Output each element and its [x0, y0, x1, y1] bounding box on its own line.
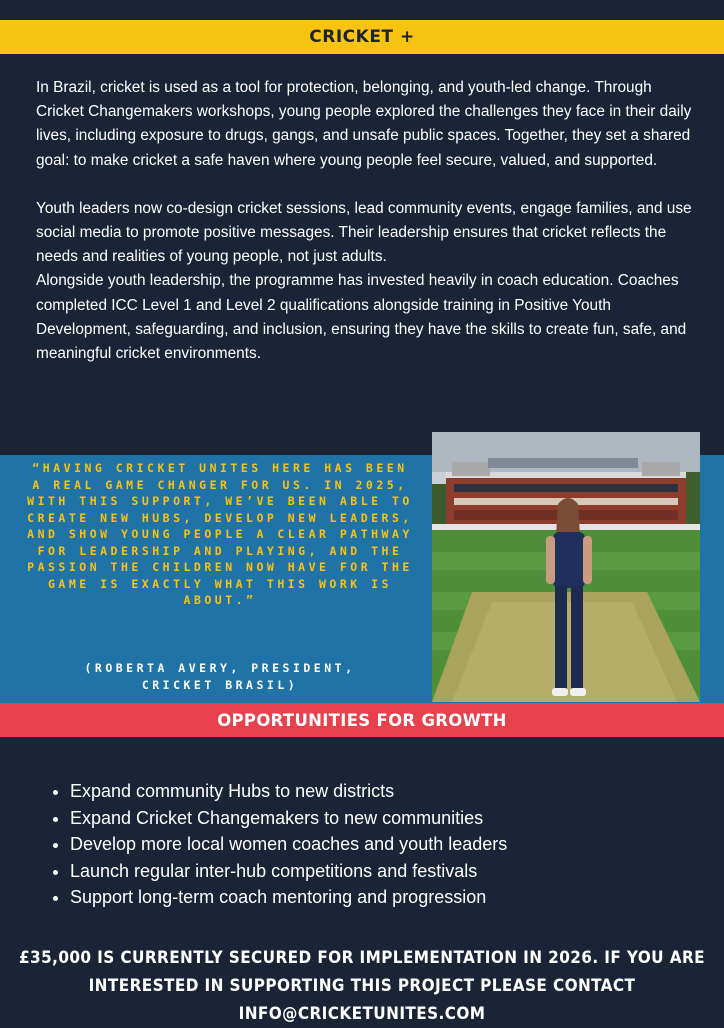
growth-title: OPPORTUNITIES FOR GROWTH [217, 710, 507, 730]
intro-text [36, 76, 698, 390]
quote-attribution [22, 660, 418, 693]
attribution-line: CRICKET BRASIL) [141, 677, 299, 692]
growth-header-band [0, 703, 724, 737]
testimonial-quote: “HAVING CRICKET UNITES HERE HAS BEEN A REAL GAME CHANGER FOR US. IN 2025, WITH THIS SUPPORT, WE’VE BEEN ABLE TO CREATE NEW HUBS, DEVELOP NEW LEADERS, AND SHOW YOUNG PEOPLE A CLEAR PATHWAY FOR LEADERSHIP AND PLAYING, AND THE PASSION THE CHILDREN NOW HAVE FOR THE GAME IS EXACTLY WHAT THIS WORK IS ABOUT.” [27, 461, 413, 607]
footer-line: INTERESTED IN SUPPORTING THIS PROJECT PLEASE CONTACT INFO@CRICKETUNITES.COM [88, 976, 636, 1024]
funding-footer [0, 944, 724, 1028]
list-item: • Expand community Hubs to new districts [70, 778, 710, 805]
list-item: • Support long-term coach mentoring and progression [70, 884, 710, 911]
list-item: • Launch regular inter-hub competitions and festivals [70, 858, 710, 885]
section-title: CRICKET + [309, 27, 415, 47]
intro-paragraph: Alongside youth leadership, the programme has invested heavily in coach education. Coaches completed ICC Level 1 and Level 2 qualifications alongside training in Positive Youth Development, safeguarding, and inclusion, ensuring they have the skills to create fun, safe, and meaningful cricket environments. [36, 272, 687, 363]
footer-line: £35,000 IS CURRENTLY SECURED FOR IMPLEMENTATION IN 2026. IF YOU ARE [19, 948, 705, 968]
intro-paragraph: Youth leaders now co-design cricket sessions, lead community events, engage families, and use social media to promote positive messages. Their leadership ensures that cricket reflects the needs and realities of young people, not just adults. [36, 199, 692, 266]
list-item: • Develop more local women coaches and youth leaders [70, 831, 710, 858]
intro-paragraph: In Brazil, cricket is used as a tool for protection, belonging, and youth-led change. Through Cricket Changemakers workshops, young people explored the challenges they face in their daily lives, including exposure to drugs, gangs, and unsafe public spaces. Together, they set a shared goal: to make cricket a safe haven where young people feel secure, valued, and supported. [36, 79, 692, 169]
growth-list [50, 778, 710, 911]
section-header-band [0, 20, 724, 54]
attribution-line: (ROBERTA AVERY, PRESIDENT, [84, 661, 356, 675]
list-item: • Expand Cricket Changemakers to new communities [70, 805, 710, 832]
cricket-ground-photo [432, 432, 700, 702]
